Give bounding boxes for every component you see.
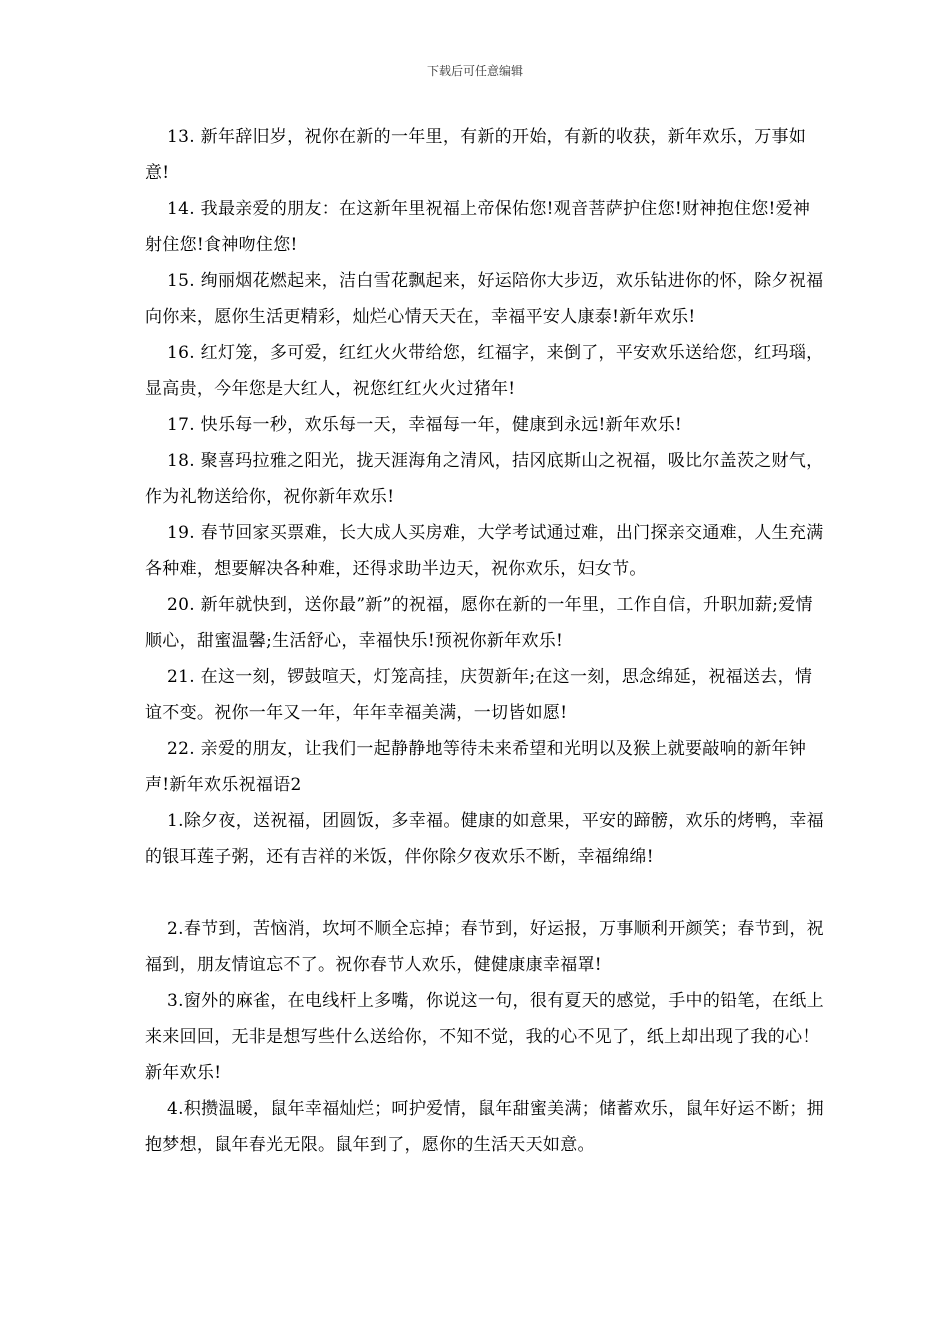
paragraph-17: 17. 快乐每一秒，欢乐每一天，幸福每一年，健康到永远!新年欢乐! [167,415,683,435]
paragraph-15: 15. 绚丽烟花燃起来，洁白雪花飘起来，好运陪你大步迈，欢乐钻进你的怀，除夕祝福向你来，愿你生活更精彩，灿烂心情天天在，幸福平安人康泰!新年欢乐! [145,271,824,327]
page-header: 下载后可任意编辑 [426,64,523,78]
paragraph-21: 21. 在这一刻，锣鼓喧天，灯笼高挂，庆贺新年;在这一刻，思念绵延，祝福送去，情谊不变。祝你一年又一年，年年幸福美满，一切皆如愿! [145,667,813,723]
paragraph-16: 16. 红灯笼，多可爱，红红火火带给您，红福字，来倒了，平安欢乐送给您，红玛瑙，显高贵，今年您是大红人，祝您红红火火过猪年! [145,343,824,399]
paragraph-22: 22. 亲爱的朋友，让我们一起静静地等待未来希望和光明以及猴上就要敲响的新年钟声!新年欢乐祝福语2 [145,739,807,795]
paragraph-2-1: 1.除夕夜，送祝福，团圆饭，多幸福。健康的如意果，平安的蹄髈，欢乐的烤鸭，幸福的银耳莲子粥，还有吉祥的米饭，伴你除夕夜欢乐不断，幸福绵绵! [145,811,824,867]
paragraph-19: 19. 春节回家买票难，长大成人买房难，大学考试通过难，出门探亲交通难，人生充满各种难，想要解决各种难，还得求助半边天，祝你欢乐，妇女节。 [145,523,824,579]
paragraph-13: 13. 新年辞旧岁，祝你在新的一年里，有新的开始，有新的收获，新年欢乐，万事如意! [145,127,807,183]
paragraph-20: 20. 新年就快到，送你最”新”的祝福，愿你在新的一年里，工作自信，升职加薪;爱情顺心，甜蜜温馨;生活舒心，幸福快乐!预祝你新年欢乐! [145,595,813,651]
paragraph-14: 14. 我最亲爱的朋友：在这新年里祝福上帝保佑您!观音菩萨护住您!财神抱住您!爱神射住您!食神吻住您! [145,199,811,255]
paragraph-2-3: 3.窗外的麻雀，在电线杆上多嘴，你说这一句，很有夏天的感觉，手中的铅笔，在纸上来来回回，无非是想写些什么送给你，不知不觉，我的心不见了，纸上却出现了我的心！新年欢乐! [145,991,824,1083]
paragraph-2-4: 4.积攒温暖，鼠年幸福灿烂；呵护爱情，鼠年甜蜜美满；储蓄欢乐，鼠年好运不断；拥抱梦想，鼠年春光无限。鼠年到了，愿你的生活天天如意。 [145,1099,824,1155]
paragraph-2-2: 2.春节到，苦恼消，坎坷不顺全忘掉；春节到，好运报，万事顺利开颜笑；春节到，祝福到，朋友情谊忘不了。祝你春节人欢乐，健健康康幸福罩! [145,919,824,975]
blank-line [145,875,825,911]
document-body [145,119,825,1163]
paragraph-18: 18. 聚喜玛拉雅之阳光，拢天涯海角之清风，拮冈底斯山之祝福，吸比尔盖茨之财气，作为礼物送给你，祝你新年欢乐! [145,451,824,507]
